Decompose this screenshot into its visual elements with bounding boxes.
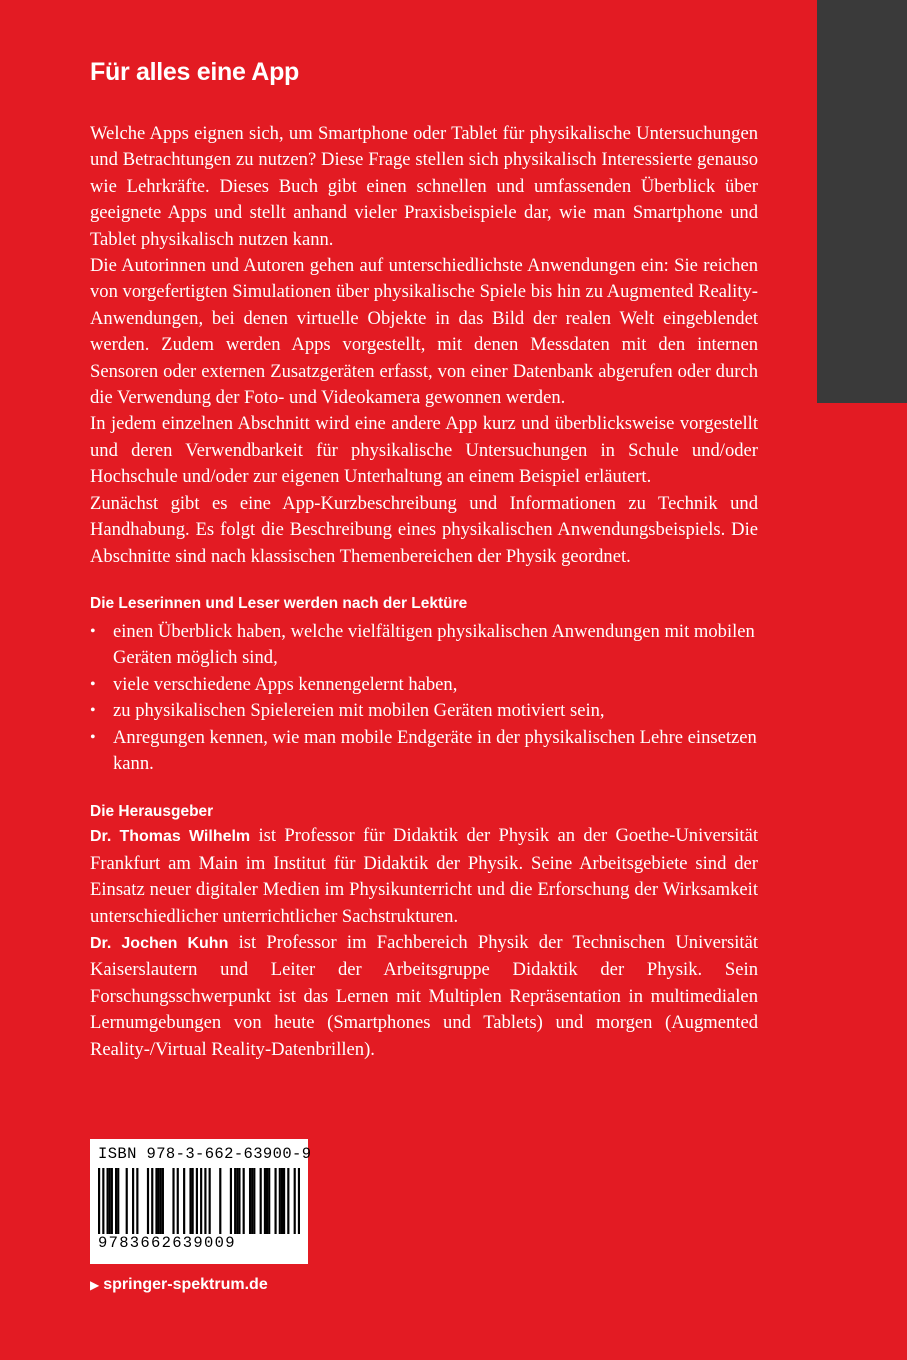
list-item	[90, 725, 758, 778]
barcode-bar	[147, 1168, 149, 1234]
barcode-bar	[136, 1168, 138, 1234]
barcode-bar	[200, 1168, 202, 1234]
editor-bio-text: ist Professor für Didaktik der Physik an der Goethe-Universität Frankfurt am Main im Institut für Didaktik der Physik. Seine Arbeitsgebiete sind der Einsatz neuer digitaler Medien im Physikunterricht und die Erforschung der Wirksamkeit unterschiedlicher unterrichtlicher Sachstrukturen.	[90, 825, 758, 927]
barcode-bar	[132, 1168, 134, 1234]
intro-text	[90, 121, 758, 570]
barcode-bar	[189, 1168, 191, 1234]
list-item	[90, 672, 758, 698]
bullet-icon: •	[90, 622, 96, 640]
publisher-url: springer-spektrum.de	[103, 1276, 268, 1293]
editors-section	[90, 801, 758, 1063]
barcode-bar	[172, 1168, 174, 1234]
bullet-icon: •	[90, 702, 96, 720]
barcode-bar	[192, 1168, 194, 1234]
list-item-text: Anregungen kennen, wie man mobile Endgeräte in der physikalischen Lehre einsetzen kann.	[113, 726, 757, 774]
editor-name: Dr. Thomas Wilhelm	[90, 828, 251, 846]
triangle-right-icon: ▶	[90, 1278, 100, 1292]
publisher-link[interactable]	[90, 1276, 268, 1294]
barcode-bar	[230, 1168, 232, 1234]
readers-section	[90, 593, 758, 777]
barcode-bar	[111, 1168, 113, 1234]
barcode-bar	[274, 1168, 276, 1234]
barcode-bar	[162, 1168, 164, 1234]
barcode-bar	[219, 1168, 221, 1234]
editors-heading: Die Herausgeber	[90, 803, 214, 821]
barcode-bar	[98, 1168, 100, 1234]
bullet-icon: •	[90, 675, 96, 693]
barcode-bar	[251, 1168, 253, 1234]
isbn-label: ISBN 978-3-662-63900-9	[98, 1145, 312, 1163]
bullet-icon: •	[90, 728, 96, 746]
barcode-bar	[234, 1168, 236, 1234]
barcode-bar	[158, 1168, 160, 1234]
barcode-bar	[151, 1168, 153, 1234]
editor-name: Dr. Jochen Kuhn	[90, 934, 229, 952]
barcode-bar	[236, 1168, 238, 1234]
intro-paragraph: Zunächst gibt es eine App-Kurzbeschreibung und Informationen zu Technik und Handhabung. Es folgt die Beschreibung eines physikalischen Anwendungsbeispiels. Die Abschnitte sind nach klassischen Themenbereichen der Physik geordnet.	[90, 492, 758, 567]
intro-paragraph: In jedem einzelnen Abschnitt wird eine andere App kurz und überblicksweise vorgestellt und deren Verwendbarkeit für physikalische Untersuchungen in Schule und/oder Hochschule und/oder zur eigenen Unterhaltung an einem Beispiel erläutert.	[90, 413, 758, 488]
ean-digits: 9783662639009	[98, 1234, 236, 1252]
barcode-bar	[155, 1168, 157, 1234]
barcode-bar	[238, 1168, 240, 1234]
barcode-bar	[196, 1168, 198, 1234]
list-item-text: zu physikalischen Spielereien mit mobilen Geräten motiviert sein,	[113, 700, 605, 722]
readers-heading: Die Leserinnen und Leser werden nach der Lektüre	[90, 594, 468, 612]
barcode-bar	[253, 1168, 255, 1234]
barcode-bar	[209, 1168, 211, 1234]
barcode-bar	[264, 1168, 266, 1234]
barcode-bar	[281, 1168, 283, 1234]
barcode-bar	[260, 1168, 262, 1234]
barcode-bar	[279, 1168, 281, 1234]
dark-side-band	[817, 0, 907, 403]
readers-list	[90, 619, 758, 777]
barcode-bar	[160, 1168, 162, 1234]
list-item-text: einen Überblick haben, welche vielfältigen physikalischen Anwendungen mit mobilen Geräten möglich sind,	[113, 620, 755, 669]
barcode-bar	[115, 1168, 117, 1234]
barcode-bar	[243, 1168, 245, 1234]
list-item	[90, 619, 758, 672]
barcode-bar	[266, 1168, 268, 1234]
barcode-bar	[107, 1168, 109, 1234]
barcode-bar	[102, 1168, 104, 1234]
barcode-bar	[294, 1168, 296, 1234]
intro-paragraph: Welche Apps eignen sich, um Smartphone oder Tablet für physikalische Untersuchungen und Betrachtungen zu nutzen? Diese Frage stellen sich physikalisch Interessierte genauso wie Lehrkräfte. Dieses Buch gibt einen schnellen und umfassenden Überblick über geeignete Apps und stellt anhand vieler Praxisbeispiele dar, wie man Smartphone und Tablet physikalisch nutzen kann.	[90, 123, 758, 250]
barcode-bar	[268, 1168, 270, 1234]
list-item	[90, 698, 758, 724]
list-item-text: viele verschiedene Apps kennengelernt haben,	[113, 673, 458, 695]
editor-bio	[90, 823, 758, 930]
barcode-bar	[183, 1168, 185, 1234]
barcode-bar	[204, 1168, 206, 1234]
cover-title: Für alles eine App	[90, 58, 300, 86]
intro-paragraph: Die Autorinnen und Autoren gehen auf unterschiedlichste Anwendungen ein: Sie reichen von vorgefertigten Simulationen über physikalische Spiele bis hin zu Augmented Reality-Anwendungen, bei denen virtuelle Objekte in das Bild der realen Welt eingeblendet werden. Zudem werden Apps vorgestellt, mit denen Messdaten mit den internen Sensoren oder externen Zusatzgeräten erfasst, von einer Datenbank abgerufen oder durch die Verwendung der Foto- und Videokamera gewonnen werden.	[90, 255, 758, 409]
barcode-bar	[283, 1168, 285, 1234]
barcode-bar	[177, 1168, 179, 1234]
back-cover-text	[90, 58, 758, 1063]
barcode-bar	[287, 1168, 289, 1234]
barcode-bar	[117, 1168, 119, 1234]
editor-bio-text: ist Professor im Fachbereich Physik der Technischen Universität Kaiserslautern und Leiter der Arbeitsgruppe Didaktik der Physik. Sein Forschungsschwerpunkt ist das Lernen mit Multiplen Repräsentation in multimedialen Lernumgebungen von heute (Smartphones und Tablets) und morgen (Augmented Reality-/Virtual Reality-Datenbrillen).	[90, 931, 758, 1060]
barcode-bar	[126, 1168, 128, 1234]
barcode-bar	[249, 1168, 251, 1234]
barcode-bar	[298, 1168, 300, 1234]
barcode-bars	[98, 1168, 300, 1234]
isbn-barcode	[90, 1139, 312, 1264]
editor-bio	[90, 930, 758, 1063]
barcode-bar	[109, 1168, 111, 1234]
